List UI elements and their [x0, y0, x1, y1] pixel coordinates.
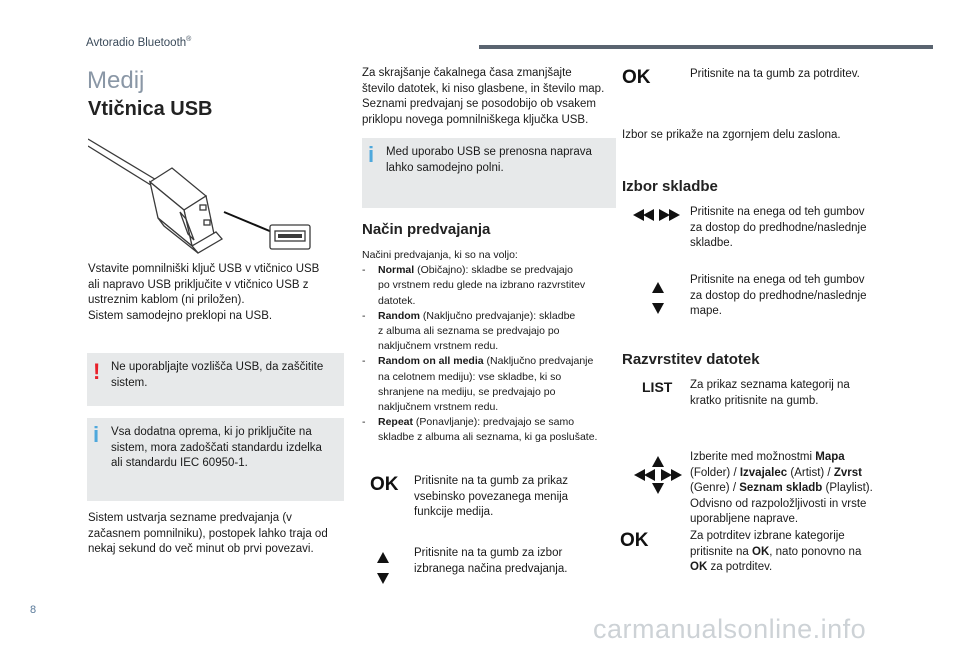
watermark: carmanualsonline.info: [593, 614, 867, 644]
waiting-time-paragraph: Za skrajšanje čakalnega časa zmanjšajte število datotek, ki niso glasbene, in število map. Seznami predvajanj se posodobijo ob vsakem priklopu novega pomnilniškega ključka USB.: [362, 67, 605, 126]
category-confirm-text: Za potrditev izbrane kategorije pritisnite na OK, nato ponovno na OK za potrditev.: [690, 530, 862, 573]
modes-intro: Načini predvajanja, ki so na voljo:: [362, 249, 518, 261]
playback-modes-list: [362, 248, 622, 446]
up-down-arrows-icon: [651, 280, 665, 316]
section-title: Medij: [87, 67, 145, 94]
left-right-arrows-icon: [632, 208, 682, 222]
four-way-arrows-icon: [633, 455, 683, 495]
prev-next-track-text: Pritisnite na enega od teh gumbov za dostop do predhodne/naslednje skladbe.: [690, 206, 867, 249]
playlist-paragraph: Sistem ustvarja sezname predvajanja (v začasnem pomnilniku), postopek lahko traja od nekaj sekund do več minut ob prvi povezavi.: [88, 512, 328, 555]
charging-info-note: i Med uporabo USB se prenosna naprava lahko samodejno polni.: [362, 138, 616, 208]
ok-menu-text: Pritisnite na ta gumb za prikaz vsebinsko povezanega menija funkcije medija.: [414, 475, 569, 518]
list-button-text: Za prikaz seznama kategorij na kratko pritisnite na gumb.: [690, 379, 850, 407]
ok-button-icon: OK: [370, 474, 399, 495]
ok-confirm-text: Pritisnite na ta gumb za potrditev.: [690, 68, 860, 80]
usb-plug-illustration: [88, 134, 318, 254]
header-bar: [479, 45, 933, 49]
page-number: 8: [30, 604, 37, 616]
up-down-arrows-icon: [376, 550, 390, 586]
list-item: - Repeat (Ponavljanje): predvajajo se samo skladbe z albuma ali seznama, ki ga poslušate.: [362, 416, 598, 444]
category-options-text: Izberite med možnostmi Mapa (Folder) / Izvajalec (Artist) / Zvrst (Genre) / Seznam skladb (Playlist). Odvisno od razpoložljivosti in vrste uporabljene naprave.: [690, 451, 873, 525]
header-title: Avtoradio Bluetooth®: [86, 36, 192, 49]
file-sorting-heading: Razvrstitev datotek: [622, 351, 760, 368]
list-item: - Random (Naključno predvajanje): skladbe z albuma ali seznama se predvajajo po naključnem vrstnem redu.: [362, 309, 576, 353]
usb-intro-paragraph: Vstavite pomnilniški ključ USB v vtičnico USB ali napravo USB priključite v vtičnico USB z ustreznim kablom (ni priložen). Sistem samodejno preklopi na USB.: [88, 263, 320, 322]
playback-mode-heading: Način predvajanja: [362, 221, 491, 238]
warning-icon: !: [93, 359, 101, 384]
ok-button-icon: OK: [620, 530, 649, 551]
usb-heading: Vtičnica USB: [88, 98, 213, 120]
warning-note: ! Ne uporabljajte vozlišča USB, da zaščitite sistem.: [87, 353, 344, 406]
updown-mode-text: Pritisnite na ta gumb za izbor izbranega načina predvajanja.: [414, 547, 568, 575]
list-item: - Random on all media (Naključno predvajanje na celotnem mediju): vse skladbe, ki so shranjene na mediju, se predvajajo po naključnem vrstnem redu.: [362, 355, 594, 414]
info-note: i Vsa dodatna oprema, ki jo priključite na sistem, mora zadoščati standardu izdelka ali standardu IEC 60950-1.: [87, 418, 344, 501]
list-button-icon: LIST: [642, 379, 673, 395]
prev-next-folder-text: Pritisnite na enega od teh gumbov za dostop do predhodne/naslednje mape.: [690, 274, 867, 317]
track-selection-heading: Izbor skladbe: [622, 178, 718, 195]
selection-display-text: Izbor se prikaže na zgornjem delu zaslona.: [622, 129, 841, 141]
info-icon: i: [368, 142, 375, 167]
info-icon: i: [93, 422, 100, 447]
ok-button-icon: OK: [622, 67, 651, 88]
list-item: - Normal (Običajno): skladbe se predvajajo po vrstnem redu glede na izbrano razvrstitev datotek.: [362, 264, 586, 307]
